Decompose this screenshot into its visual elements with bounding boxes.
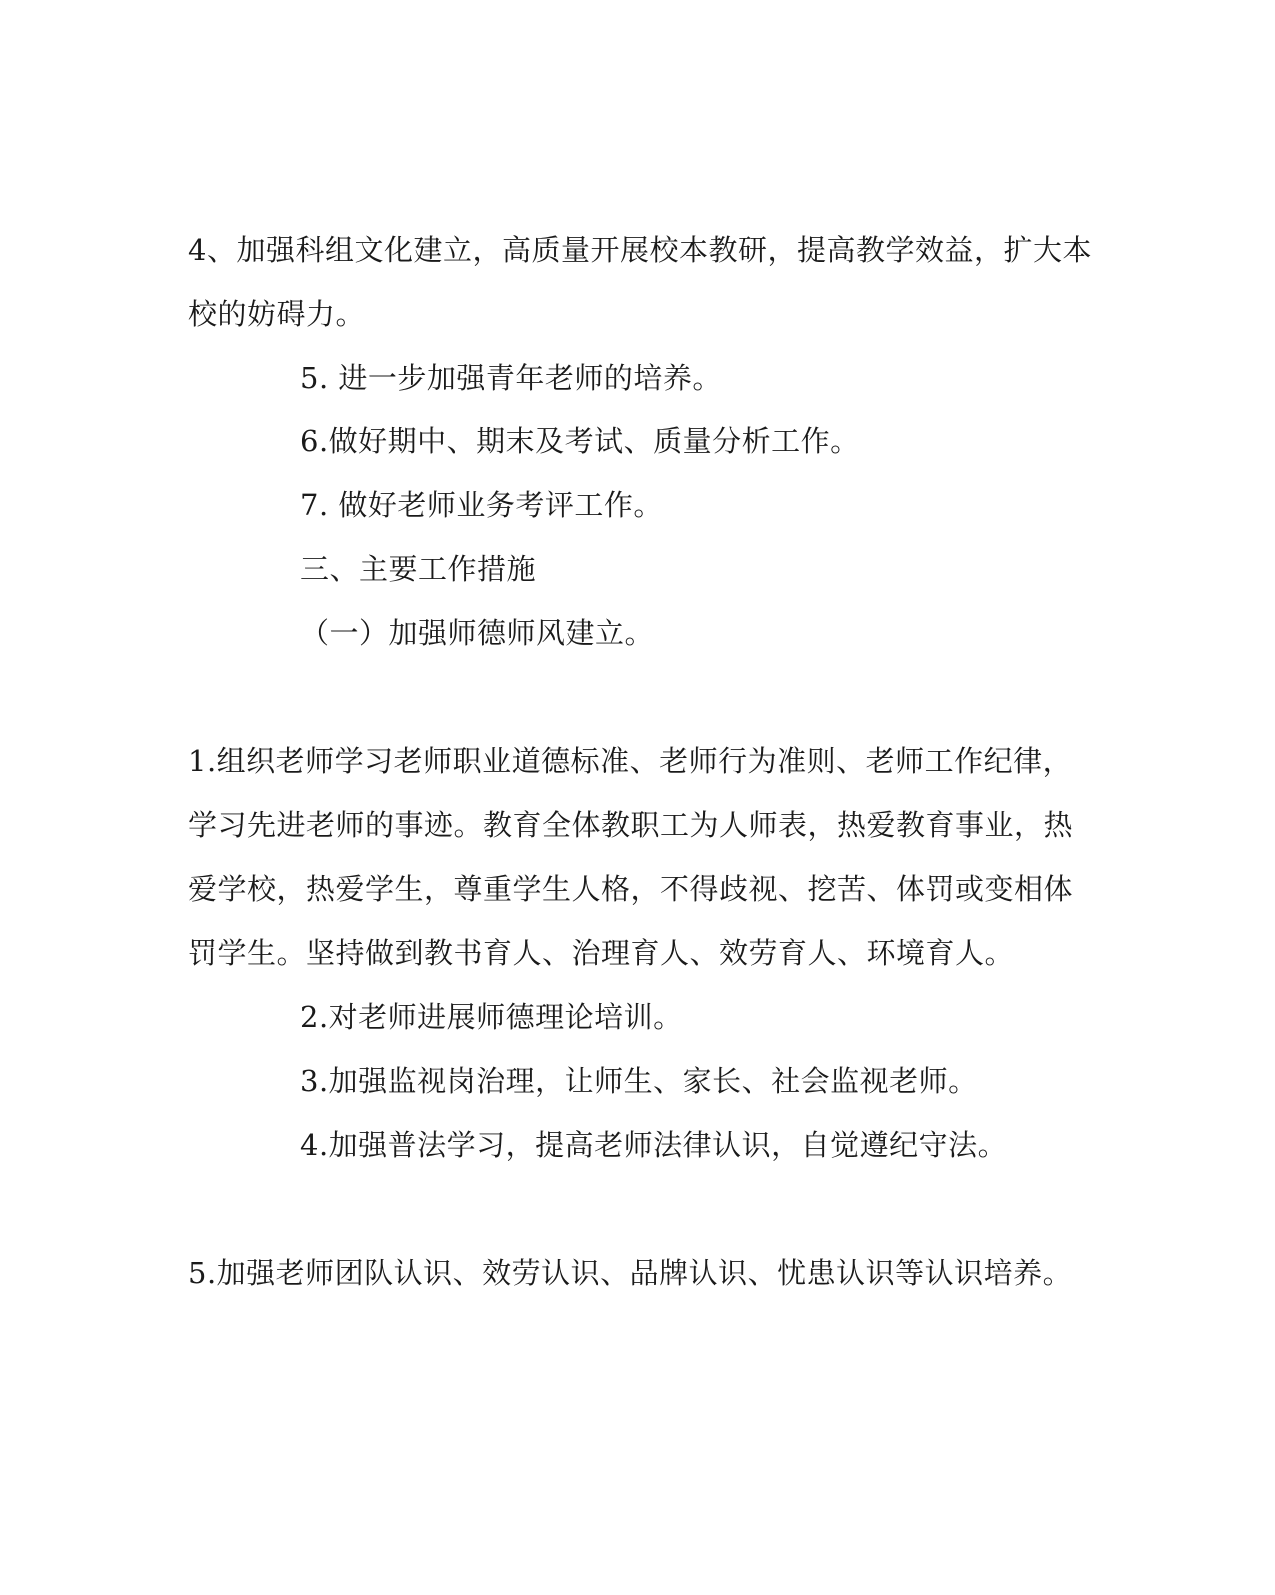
list-item: 5. 进一步加强青年老师的培养。	[300, 361, 722, 395]
subsection-heading: （一）加强师德师风建立。	[300, 616, 655, 650]
list-item: 2.对老师进展师德理论培训。	[300, 1000, 683, 1034]
paragraph-line: 罚学生。坚持做到教书育人、治理育人、效劳育人、环境育人。	[188, 936, 1015, 970]
paragraph-line: 爱学校，热爱学生，尊重学生人格，不得歧视、挖苦、体罚或变相体	[188, 872, 1074, 906]
paragraph-line: 学习先进老师的事迹。教育全体教职工为人师表，热爱教育事业，热	[188, 808, 1074, 842]
section-heading: 三、主要工作措施	[300, 552, 537, 586]
list-item: 3.加强监视岗治理，让师生、家长、社会监视老师。	[300, 1064, 978, 1098]
paragraph-line: 1.组织老师学习老师职业道德标准、老师行为准则、老师工作纪律，	[188, 744, 1073, 778]
paragraph-line: 校的妨碍力。	[188, 297, 366, 331]
list-item: 6.做好期中、期末及考试、质量分析工作。	[300, 424, 860, 458]
list-item: 7. 做好老师业务考评工作。	[300, 488, 663, 522]
paragraph-line: 4、加强科组文化建立，高质量开展校本教研，提高教学效益，扩大本	[188, 233, 1092, 267]
paragraph-line: 5.加强老师团队认识、效劳认识、品牌认识、忧患认识等认识培养。	[188, 1256, 1073, 1290]
list-item: 4.加强普法学习，提高老师法律认识，自觉遵纪守法。	[300, 1128, 1008, 1162]
